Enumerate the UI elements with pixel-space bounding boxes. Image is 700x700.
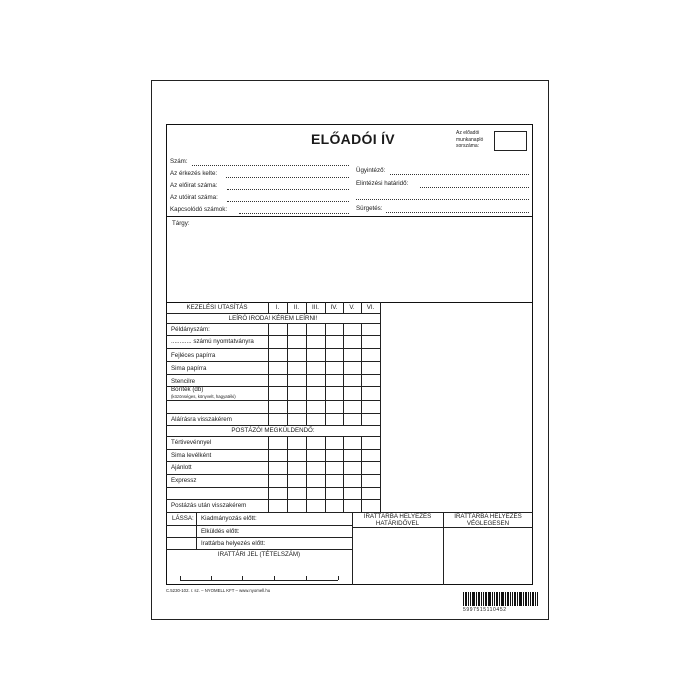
field-label: Az érkezés kelte:: [170, 170, 218, 177]
footer-text: C.5230-102. r. sz. – NYOMELL KFT – www.nyomell.hu: [166, 588, 271, 593]
barcode-number: 5997515110452: [463, 607, 507, 613]
worklog-label: [456, 130, 483, 150]
archive-deadline-line: IRATTÁRBA HELYEZÉS: [363, 513, 432, 520]
field-label: Az utóirat száma:: [170, 194, 218, 201]
table-line: [166, 474, 380, 475]
divider: [166, 216, 533, 217]
row-label: Stencilre: [171, 378, 196, 385]
table-line: [166, 549, 352, 550]
form-title: ELŐADÓI ÍV: [311, 131, 395, 147]
table-line: [166, 487, 380, 488]
worklog-label-line: munkanapló: [456, 136, 484, 143]
table-vline: [325, 323, 326, 425]
lassa-item: Elküldés előtt:: [201, 528, 240, 535]
table-vline: [361, 302, 362, 313]
table-line: [166, 348, 380, 349]
column-header: I.: [275, 304, 280, 311]
archive-deadline-line: HATÁRIDŐVEL: [375, 520, 420, 527]
barcode-icon: [463, 592, 539, 606]
row-label: Tértivevénnyel: [171, 439, 212, 446]
table-line: [166, 374, 380, 375]
table-vline: [287, 302, 288, 313]
subject-label: Tárgy:: [172, 220, 190, 227]
table-vline: [361, 323, 362, 425]
field-label: Szám:: [170, 158, 188, 165]
lassa-item: Irattárba helyezés előtt:: [201, 540, 266, 547]
row-label: Postázás után visszakérem: [171, 502, 247, 509]
row-label: Sima papírra: [171, 365, 207, 372]
table-line: [166, 361, 380, 362]
ruler-tick: [211, 576, 212, 580]
row-label: Példányszám:: [171, 326, 210, 333]
row-label: Fejléces papírra: [171, 352, 216, 359]
row-label: ............ számú nyomtatványra: [171, 338, 254, 345]
table-line: [352, 527, 533, 528]
handling-header: KEZELÉSI UTASÍTÁS: [186, 304, 248, 311]
column-header: IV.: [330, 304, 338, 311]
table-line: [166, 323, 380, 324]
section-mailroom: POSTÁZÓ! MEGKÜLDENDŐ:: [231, 427, 315, 434]
ruler-tick: [306, 576, 307, 580]
table-vline: [306, 436, 307, 512]
field-label: Ügyintéző:: [356, 167, 386, 174]
worklog-label-line: Az előadói: [456, 130, 480, 136]
archive-final-line: VÉGLEGESEN: [466, 520, 510, 527]
table-vline: [343, 323, 344, 425]
column-header: V.: [349, 304, 355, 311]
table-vline: [306, 323, 307, 425]
table-line: [166, 436, 380, 437]
table-vline: [343, 302, 344, 313]
table-line: [166, 461, 380, 462]
table-vline: [287, 323, 288, 425]
ruler-tick: [274, 576, 275, 580]
row-label: Sima levélként: [171, 452, 212, 459]
field-line-previous[interactable]: [227, 189, 349, 190]
table-vline: [306, 302, 307, 313]
table-vline: [287, 436, 288, 512]
field-label: Az előirat száma:: [170, 182, 218, 189]
table-line: [166, 499, 380, 500]
column-header: II.: [293, 304, 300, 311]
worklog-label-line: sorszáma:: [456, 143, 480, 149]
table-line: [166, 425, 380, 426]
table-line: [166, 525, 352, 526]
column-header: III.: [312, 304, 319, 311]
field-line-number[interactable]: [192, 165, 349, 166]
row-label: Ajánlott: [171, 464, 192, 471]
column-header: VI.: [366, 304, 375, 311]
table-line: [166, 386, 380, 387]
field-line-next[interactable]: [227, 201, 349, 202]
table-vline: [325, 436, 326, 512]
archive-mark-ruler: [180, 580, 338, 581]
archive-final-line: IRATTÁRBA HELYEZÉS: [454, 513, 522, 520]
table-line: [166, 335, 380, 336]
lassa-label: LÁSSA:: [172, 515, 194, 522]
field-line-deadline[interactable]: [420, 187, 529, 188]
field-line-clerk[interactable]: [390, 174, 529, 175]
archive-final-header: [443, 513, 533, 527]
table-vline: [325, 302, 326, 313]
ruler-tick: [242, 576, 243, 580]
ruler-tick: [338, 576, 339, 580]
table-line: [166, 313, 380, 314]
field-line-related[interactable]: [239, 213, 349, 214]
archive-deadline-header: [352, 513, 443, 527]
table-vline: [268, 323, 269, 425]
worklog-number-box[interactable]: [494, 131, 527, 151]
row-label: Aláírásra visszakérem: [171, 416, 232, 423]
field-line-arrival[interactable]: [226, 177, 349, 178]
table-vline: [380, 302, 381, 512]
table-line: [166, 400, 380, 401]
table-vline: [268, 302, 269, 313]
field-line-extra[interactable]: [356, 199, 529, 200]
field-label: Sürgetés:: [356, 205, 383, 212]
row-label: Expressz: [171, 477, 197, 484]
archive-mark-label: IRATTÁRI JEL (TÉTELSZÁM): [217, 551, 301, 558]
row-label: Boríték (db): [171, 386, 204, 393]
table-line: [166, 413, 380, 414]
divider: [166, 302, 533, 303]
field-label: Elintézési határidő:: [356, 180, 409, 187]
field-line-reminder[interactable]: [386, 212, 529, 213]
lassa-item: Kiadmányozás előtt:: [201, 515, 257, 522]
field-label: Kapcsolódó számok:: [170, 206, 228, 213]
table-vline: [343, 436, 344, 512]
envelope-note: (közönséges, könyvelt, hagyatéki): [171, 394, 236, 399]
section-typing-office: LEÍRÓ IRODA! KÉREM LEÍRNI!: [228, 315, 318, 322]
table-vline: [196, 512, 197, 549]
table-vline: [268, 436, 269, 512]
table-line: [166, 537, 352, 538]
ruler-tick: [180, 576, 181, 580]
table-line: [166, 449, 380, 450]
table-vline: [361, 436, 362, 512]
